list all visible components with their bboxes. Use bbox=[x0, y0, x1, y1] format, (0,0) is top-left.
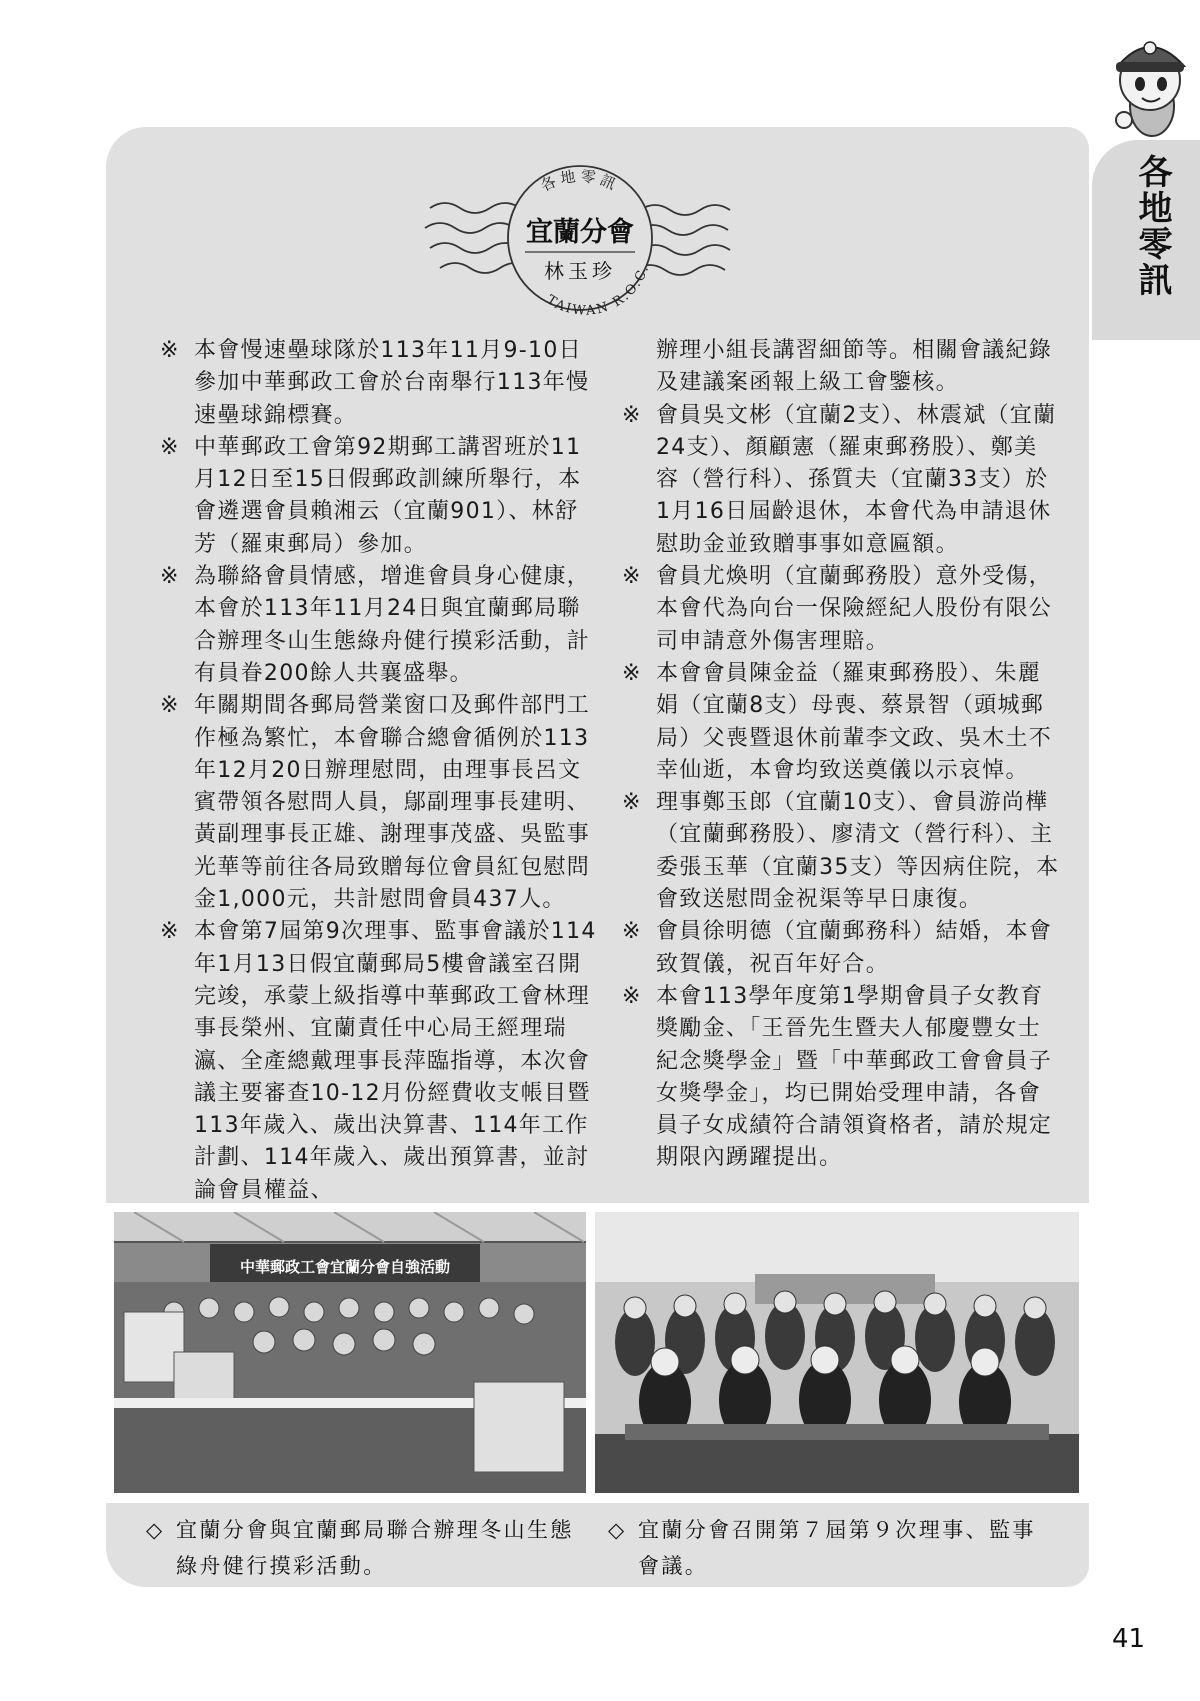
news-item bbox=[620, 561, 1060, 658]
news-item-text: 年關期間各郵局營業窗口及郵件部門工作極為繁忙，本會聯合總會循例於113年12月20日辦理慰問，由理事長呂文賓帶領各慰問人員，鄔副理事長建明、黃副理事長正雄、謝理事茂盛、吳監事光華等前往各局致贈每位會員紅包慰問金1,000元，共計慰問會員437人。 bbox=[194, 693, 591, 913]
item-mark: ※ bbox=[160, 919, 180, 945]
photo-board-meeting bbox=[595, 1212, 1079, 1493]
news-item bbox=[620, 981, 1060, 1175]
item-mark: ※ bbox=[622, 790, 642, 816]
news-item bbox=[158, 561, 598, 690]
photo-caption-left bbox=[146, 1512, 586, 1584]
item-mark: ※ bbox=[622, 919, 642, 945]
caption-diamond-icon: ◇ bbox=[608, 1518, 627, 1542]
caption-text: 宜蘭分會與宜蘭郵局聯合辦理冬山生態綠舟健行摸彩活動。 bbox=[176, 1518, 574, 1578]
news-item-text: 理事鄭玉郎（宜蘭10支）、會員游尚樺（宜蘭郵務股）、廖清文（營行科）、主委張玉華（宜蘭35支）等因病住院，本會致送慰問金祝渠等早日康復。 bbox=[656, 790, 1060, 913]
item-mark: ※ bbox=[622, 983, 642, 1009]
page-number: 41 bbox=[1112, 1624, 1146, 1654]
news-item-text: 會員尤煥明（宜蘭郵務股）意外受傷，本會代為向台一保險經紀人股份有限公司申請意外傷害理賠。 bbox=[656, 564, 1053, 654]
news-item bbox=[158, 335, 598, 432]
section-tab bbox=[1092, 140, 1200, 340]
postmark-stamp bbox=[420, 148, 740, 318]
caption-diamond-icon: ◇ bbox=[146, 1518, 165, 1542]
news-item-text: 中華郵政工會第92期郵工講習班於11月12日至15日假郵政訓練所舉行，本會遴選會員賴湘云（宜蘭901）、林舒芳（羅東郵局）參加。 bbox=[194, 434, 582, 557]
news-item-text: 本會慢速壘球隊於113年11月9-10日參加中華郵政工會於台南舉行113年慢速壘球錦標賽。 bbox=[194, 338, 590, 428]
photo-caption-right bbox=[608, 1512, 1048, 1584]
item-mark: ※ bbox=[160, 338, 180, 363]
news-item-text: 本會會員陳金益（羅東郵務股）、朱麗娟（宜蘭8支）母喪、蔡景智（頭城郵局）父喪暨退休前輩李文政、吳木土不幸仙逝，本會均致送奠儀以示哀悼。 bbox=[656, 660, 1053, 783]
news-item-text: 本會113學年度第1學期會員子女教育獎勵金、「王晉先生暨夫人郁慶豐女士紀念獎學金」暨「中華郵政工會會員子女獎學金」，均已開始受理申請，各會員子女成績符合請領資格者，請於規定期限內踴躍提出。 bbox=[656, 983, 1053, 1171]
news-item bbox=[158, 916, 598, 1207]
news-item bbox=[158, 432, 598, 561]
news-item-text: 會員徐明德（宜蘭郵務科）結婚，本會致賀儀，祝百年好合。 bbox=[656, 919, 1053, 977]
photo-banner-text: 中華郵政工會宜蘭分會自強活動 bbox=[239, 1258, 451, 1276]
item-mark: ※ bbox=[160, 693, 180, 719]
news-item-text: 為聯絡會員情感，增進會員身心健康，本會於113年11月24日與宜蘭郵局聯合辦理冬山生態綠舟健行摸彩活動，計有員眷200餘人共襄盛舉。 bbox=[194, 564, 591, 686]
item-mark: ※ bbox=[160, 434, 180, 460]
mascot-illustration bbox=[1102, 28, 1200, 144]
news-item-continuation bbox=[620, 335, 1060, 400]
news-item-text: 會員吳文彬（宜蘭2支）、林震斌（宜蘭24支）、顏顧憲（羅東郵務股）、鄭美容（營行科）、孫質夫（宜蘭33支）於1月16日屆齡退休，本會代為申請退休慰助金並致贈事事如意匾額。 bbox=[656, 402, 1057, 557]
stamp-arc-top: 各地零訊 bbox=[537, 166, 623, 196]
item-mark: ※ bbox=[622, 402, 642, 428]
news-item-text: 本會第7屆第9次理事、監事會議於114年1月13日假宜蘭郵局5樓會議室召開完竣，承蒙上級指導中華郵政工會林理事長榮州、宜蘭責任中心局王經理瑞瀛、全產總戴理事長萍臨指導，本次會議主要審查10-12月份經費收支帳目暨113年歲入、歲出決算書、114年工作計劃、114年歲入、歲出預算書，並討論會員權益、 bbox=[194, 919, 597, 1203]
item-mark: ※ bbox=[622, 564, 642, 590]
photo-hiking-event bbox=[114, 1212, 586, 1493]
news-item bbox=[620, 916, 1060, 981]
article-column-left bbox=[158, 335, 598, 1207]
article-column-right bbox=[620, 335, 1060, 1175]
item-mark: ※ bbox=[622, 660, 642, 686]
stamp-branch-name: 宜蘭分會 bbox=[526, 217, 634, 248]
caption-text: 宜蘭分會召開第７屆第９次理事、監事會議。 bbox=[638, 1518, 1036, 1578]
news-item-text: 辦理小組長講習細節等。相關會議紀錄及建議案函報上級工會鑒核。 bbox=[656, 338, 1053, 396]
item-mark: ※ bbox=[160, 564, 180, 590]
stamp-arc-bottom: TAIWAN R.O.C. bbox=[543, 262, 653, 318]
section-tab-title: 各地零訊 bbox=[1132, 154, 1172, 298]
news-item bbox=[620, 400, 1060, 561]
stamp-author: 林玉珍 bbox=[544, 259, 616, 283]
news-item bbox=[158, 690, 598, 916]
news-item bbox=[620, 658, 1060, 787]
news-item bbox=[620, 787, 1060, 916]
